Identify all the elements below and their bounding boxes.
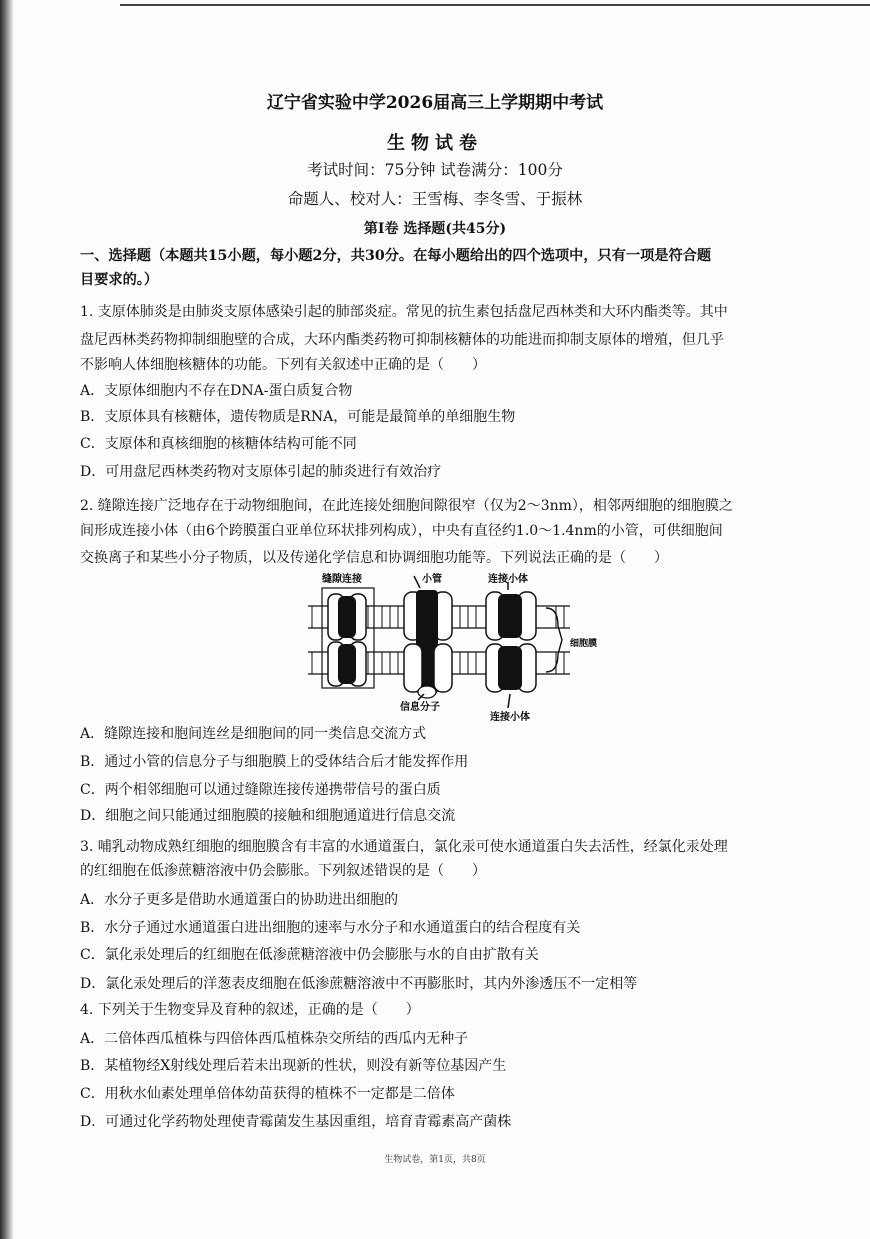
section-instructions-line2: 目要求的。） <box>80 272 159 288</box>
q2-option-c: C．两个相邻细胞可以通过缝隙连接传递携带信号的蛋白质 <box>80 782 441 798</box>
section-instructions-line1: 一、选择题（本题共15小题，每小题2分，共30分。在每小题给出的四个选项中，只有一项是符合题 <box>80 248 712 264</box>
q1-option-b: B．支原体具有核糖体，遗传物质是RNA，可能是最简单的单细胞生物 <box>80 409 516 425</box>
authors-info: 命题人、校对人：王雪梅、李冬雪、于振林 <box>287 190 583 208</box>
q3-option-a: A．水分子更多是借助水通道蛋白的协助进出细胞的 <box>80 892 399 908</box>
signal-molecule <box>418 686 436 698</box>
part-heading: 第Ⅰ卷 选择题(共45分) <box>363 221 507 237</box>
q1-stem-line2: 盘尼西林类药物抑制细胞壁的合成，大环内酯类药物可抑制核糖体的功能进而抑制支原体的增殖，但几乎 <box>80 332 724 348</box>
label-connexon-bottom: 连接小体 <box>490 712 530 723</box>
label-cell-membrane: 细胞膜 <box>570 639 598 649</box>
body-bottom-arrow <box>508 694 510 708</box>
q2-option-d: D．细胞之间只能通过细胞膜的接触和细胞通道进行信息交流 <box>80 808 456 824</box>
q1-option-a: A．支原体细胞内不存在DNA-蛋白质复合物 <box>80 383 353 399</box>
q3-stem-line1: 3. 哺乳动物成熟红细胞的细胞膜含有丰富的水通道蛋白，氯化汞可使水通道蛋白失去活性，经氯化汞处理 <box>80 839 728 855</box>
page-footer: 生物试卷，第1页，共8页 <box>384 1155 486 1165</box>
q1-option-d: D．可用盘尼西林类药物对支原体引起的肺炎进行有效治疗 <box>80 464 442 480</box>
q1-stem-line1: 1. 支原体肺炎是由肺炎支原体感染引起的肺部炎症。常见的抗生素包括盘尼西林类和大环内酯类等。其中 <box>80 304 728 320</box>
membrane-brace <box>546 608 562 672</box>
q2-stem-line2: 间形成连接小体（由6个跨膜蛋白亚单位环状排列构成），中央有直径约1.0～1.4nm的小管，可供细胞间 <box>80 523 723 539</box>
q4-option-c: C．用秋水仙素处理单倍体幼苗获得的植株不一定都是二倍体 <box>80 1086 455 1102</box>
q2-stem-line1: 2. 缝隙连接广泛地存在于动物细胞间，在此连接处细胞间隙很窄（仅为2～3nm），相邻两细胞的细胞膜之 <box>80 498 733 514</box>
q4-stem: 4. 下列关于生物变异及育种的叙述，正确的是（ ） <box>80 1002 420 1018</box>
exam-title: 辽宁省实验中学2026届高三上学期期中考试 <box>266 93 604 113</box>
label-gap-junction: 缝隙连接 <box>322 574 362 585</box>
q3-option-c: C．氯化汞处理后的红细胞在低渗蔗糖溶液中仍会膨胀与水的自由扩散有关 <box>80 947 539 963</box>
q2-stem-line3: 交换离子和某些小分子物质，以及传递化学信息和协调细胞功能等。下列说法正确的是（ ） <box>80 550 668 566</box>
time-info: 考试时间：75分钟 试卷满分：100分 <box>307 161 563 179</box>
q1-stem-line3: 不影响人体细胞核糖体的功能。下列有关叙述中正确的是（ ） <box>80 357 486 373</box>
q3-stem-line2: 的红细胞在低渗蔗糖溶液中仍会膨胀。下列叙述错误的是（ ） <box>80 863 486 879</box>
scan-top-line <box>120 4 870 6</box>
q4-option-a: A．二倍体西瓜植株与四倍体西瓜植株杂交所结的西瓜内无种子 <box>80 1031 469 1047</box>
label-signal-molecule: 信息分子 <box>400 702 440 713</box>
q4-option-b: B．某植物经X射线处理后若未出现新的性状，则没有新等位基因产生 <box>80 1058 507 1074</box>
label-connexon-top: 连接小体 <box>488 574 528 585</box>
q4-option-d: D．可通过化学药物处理使青霉菌发生基因重组，培育青霉素高产菌株 <box>80 1114 512 1130</box>
q1-option-c: C．支原体和真核细胞的核糖体结构可能不同 <box>80 436 357 452</box>
q2-option-a: A．缝隙连接和胞间连丝是细胞间的同一类信息交流方式 <box>80 726 427 742</box>
q2-option-b: B．通过小管的信息分子与细胞膜上的受体结合后才能发挥作用 <box>80 754 469 770</box>
gap-junction-figure <box>308 568 633 723</box>
connexon-1 <box>328 594 366 686</box>
q3-option-d: D．氯化汞处理后的洋葱表皮细胞在低渗蔗糖溶液中不再膨胀时，其内外渗透压不一定相等 <box>80 976 638 992</box>
tube-arrow <box>414 576 420 588</box>
subject-title: 生物试卷 <box>387 133 483 154</box>
scan-edge-shadow <box>0 0 14 1239</box>
connexon-2 <box>404 590 452 698</box>
label-tube: 小管 <box>422 574 442 585</box>
connexon-3 <box>486 592 536 692</box>
q3-option-b: B．水分子通过水通道蛋白进出细胞的速率与水分子和水通道蛋白的结合程度有关 <box>80 920 581 936</box>
